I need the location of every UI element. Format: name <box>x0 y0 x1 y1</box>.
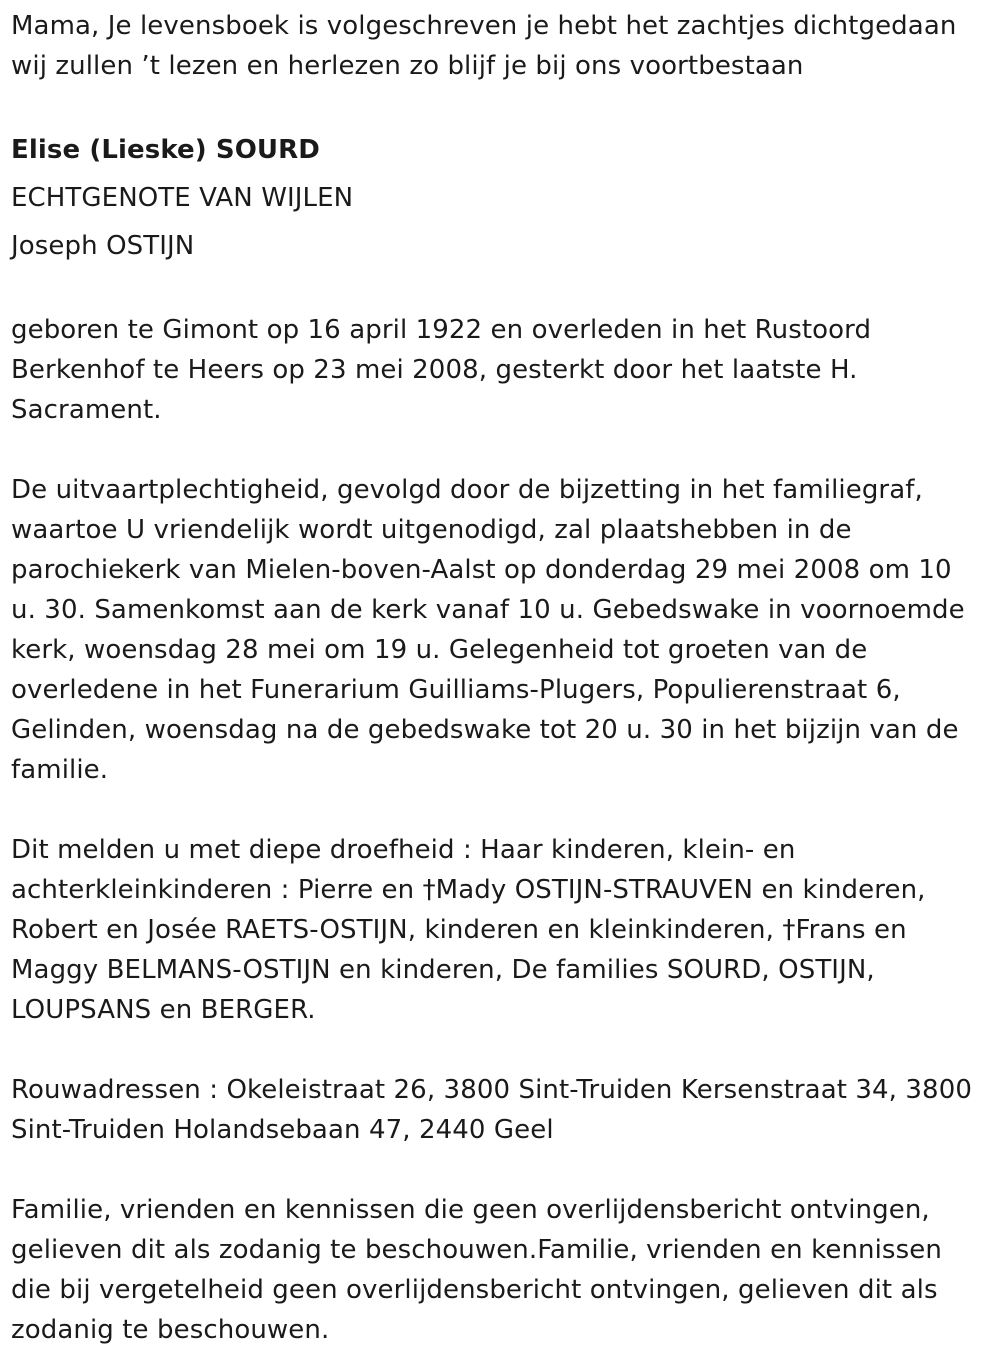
closing-paragraph: Familie, vrienden en kennissen die geen overlijdensbericht ontvingen, gelieven dit als zodanig te beschouwen.Familie, vrienden en kennissen die bij vergetelheid geen overlijdensbericht ontvingen, gelieven dit als zodanig te beschouwen. <box>11 1195 942 1345</box>
obituary-notice <box>11 6 995 1350</box>
family-paragraph: Dit melden u met diepe droefheid : Haar kinderen, klein- en achterkleinkinderen : Pierre en †Mady OSTIJN-STRAUVEN en kinderen, Robert en Josée RAETS-OSTIJN, kinderen en kleinkinderen, †Frans en Maggy BELMANS-OSTIJN en kinderen, De families SOURD, OSTIJN, LOUPSANS en BERGER. <box>11 835 926 1025</box>
addresses-paragraph: Rouwadressen : Okeleistraat 26, 3800 Sint-Truiden Kersenstraat 34, 3800 Sint-Truiden Holandsebaan 47, 2440 Geel <box>11 1075 972 1145</box>
spouse-name: Joseph OSTIJN <box>11 231 195 261</box>
birth-death-paragraph: geboren te Gimont op 16 april 1922 en overleden in het Rustoord Berkenhof te Heers op 23 mei 2008, gesterkt door het laatste H. Sacrament. <box>11 315 872 425</box>
relation-text: ECHTGENOTE VAN WIJLEN <box>11 183 354 213</box>
poem-text: Mama, Je levensboek is volgeschreven je hebt het zachtjes dichtgedaan wij zullen ’t lezen en herlezen zo blijf je bij ons voortbestaan <box>11 11 957 81</box>
ceremony-paragraph: De uitvaartplechtigheid, gevolgd door de bijzetting in het familiegraf, waartoe U vriendelijk wordt uitgenodigd, zal plaatshebben in de parochiekerk van Mielen-boven-Aalst op donderdag 29 mei 2008 om 10 u. 30. Samenkomst aan de kerk vanaf 10 u. Gebedswake in voornoemde kerk, woensdag 28 mei om 19 u. Gelegenheid tot groeten van de overledene in het Funerarium Guilliams-Plugers, Populierenstraat 6, Gelinden, woensdag na de gebedswake tot 20 u. 30 in het bijzijn van de familie. <box>11 475 965 785</box>
deceased-name: Elise (Lieske) SOURD <box>11 135 320 165</box>
